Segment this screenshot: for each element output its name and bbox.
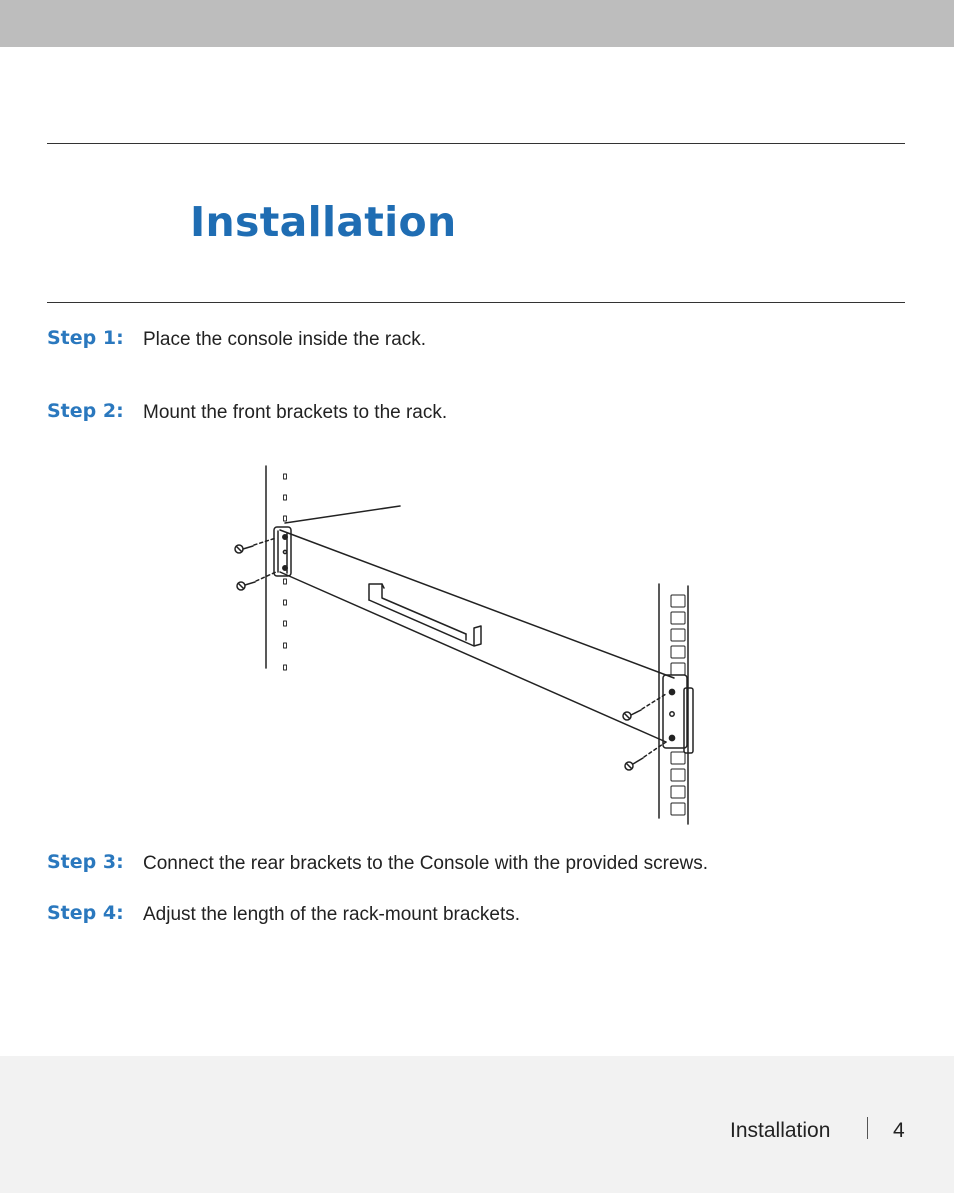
step-1-text: Place the console inside the rack. [143,329,427,350]
page-number: 4 [893,1119,905,1142]
page-footer [0,1056,954,1193]
page-title: Installation [190,198,457,246]
page-header-bar [0,0,954,47]
step-3-label: Step 3: [47,851,124,873]
handle [369,584,481,646]
footer-divider [867,1117,868,1139]
title-bottom-rule [47,302,905,303]
console-unit [280,506,674,742]
step-1-label: Step 1: [47,327,124,349]
step-4-text: Adjust the length of the rack-mount brackets. [143,904,521,925]
screw-icon [235,538,276,553]
step-3-text: Connect the rear brackets to the Console with the provided screws. [143,853,709,874]
rack-mount-illustration [228,462,708,827]
footer-section-title: Installation [730,1119,831,1142]
title-top-rule [47,143,905,144]
screw-icon [237,572,276,590]
step-2-text: Mount the front brackets to the rack. [143,402,448,423]
left-bracket [274,527,291,576]
step-2-label: Step 2: [47,400,124,422]
screw-icon [625,742,666,770]
left-rail-holes [284,474,287,670]
step-4-label: Step 4: [47,902,124,924]
